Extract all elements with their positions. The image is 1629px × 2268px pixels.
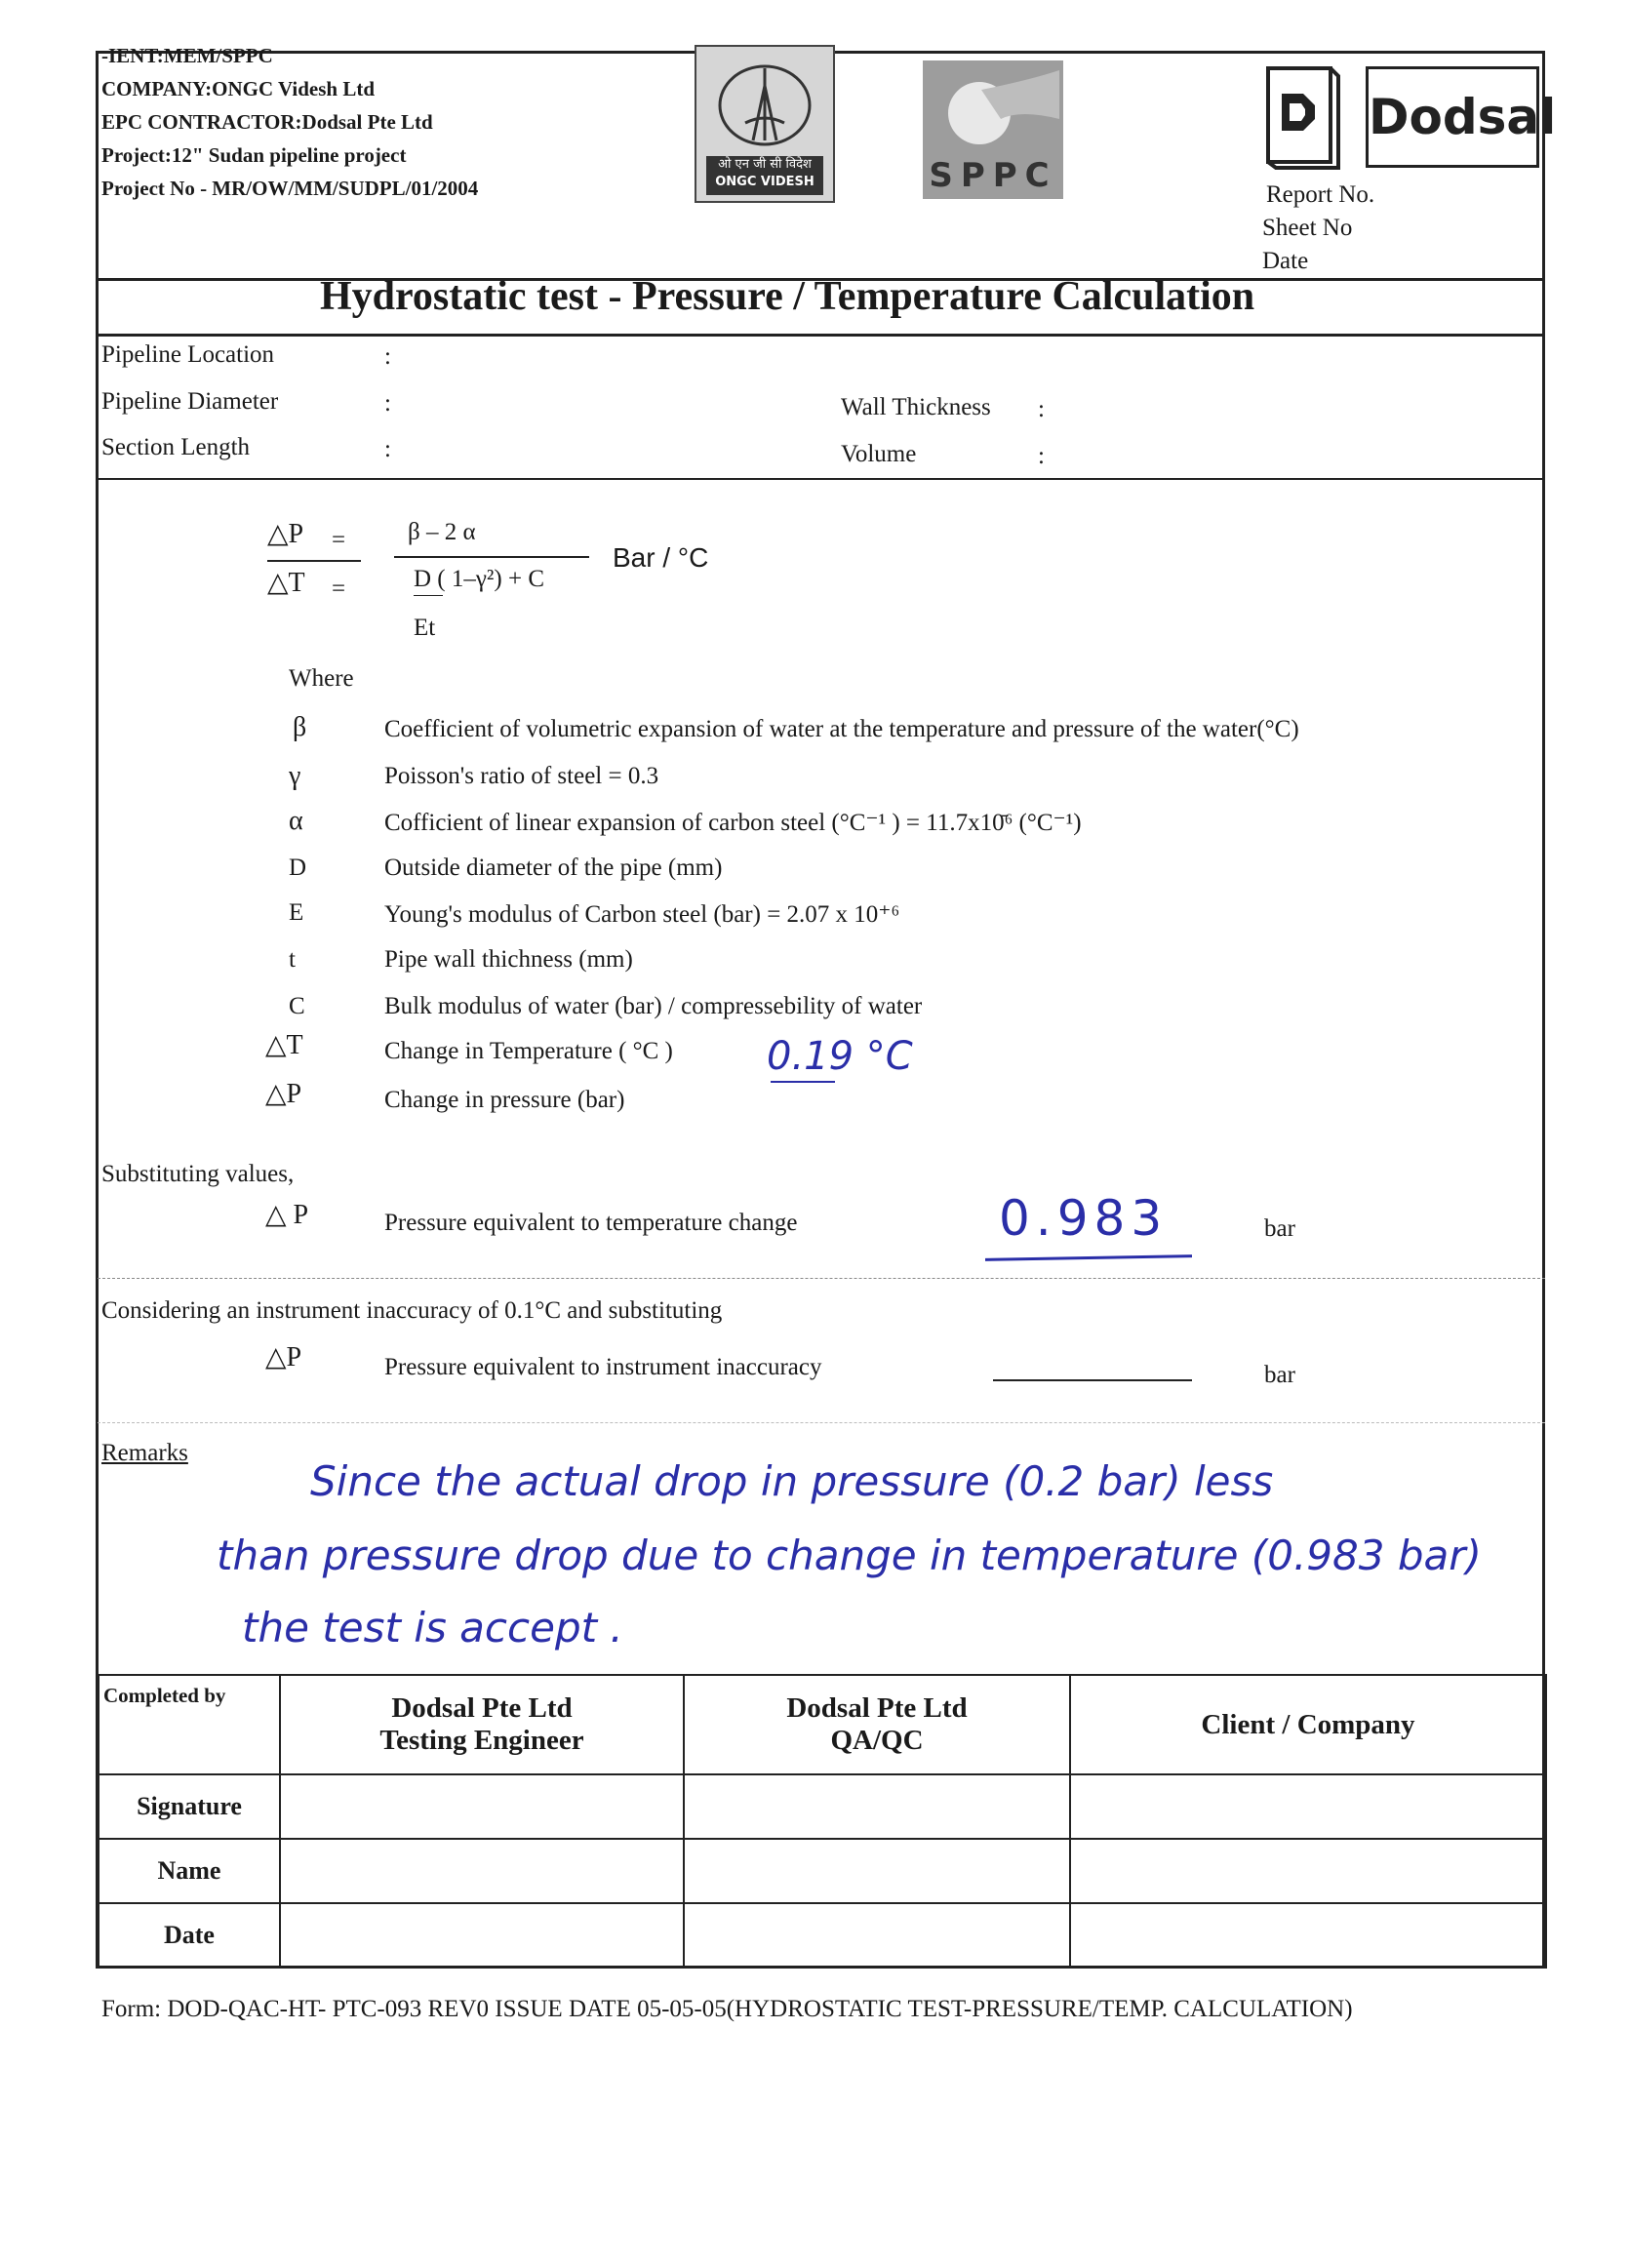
company-line: COMPANY:ONGC Videsh Ltd [101,77,376,100]
ongc-label-box [706,156,823,195]
form-footer: Form: DOD-QAC-HT- PTC-093 REV0 ISSUE DATE 05-05-05(HYDROSTATIC TEST-PRESSURE/TEMP. CALCULATION) [101,1996,1353,2022]
date-cell-3 [1070,1903,1546,1968]
signature-cell-1 [280,1774,684,1839]
def-text-gamma: Poisson's ratio of steel = 0.3 [384,763,659,789]
substituting-label: Substituting values, [101,1161,295,1187]
sheet-no-label: Sheet No [1262,215,1353,241]
ongc-emblem-icon [696,47,833,154]
signoff-col2-line2: QA/QC [830,1725,924,1756]
remarks-label: Remarks [101,1440,188,1466]
formula-delta-t: △T [267,568,305,598]
name-cell-2 [684,1839,1070,1903]
formula-left-fraction-bar [267,560,361,562]
handwritten-delta-t-value: 0.19 °C [767,1034,913,1079]
formula-denominator: D ( 1–γ²) + C [414,566,545,592]
instrument-label: Considering an instrument inaccuracy of 0.1°C and substituting [101,1297,723,1324]
def-text-c: Bulk modulus of water (bar) / compressebility of water [384,993,923,1019]
instrument-divider [98,1422,1545,1423]
signoff-col-testing-engineer [280,1675,684,1774]
signoff-col-client: Client / Company [1070,1675,1546,1774]
signature-cell-3 [1070,1774,1546,1839]
signoff-table [98,1674,1547,1969]
pipeline-location-colon: : [384,343,391,370]
name-cell-3 [1070,1839,1546,1903]
instrument-text: Pressure equivalent to instrument inaccuracy [384,1354,822,1380]
date-row-label: Date [99,1903,280,1968]
formula-main-fraction-bar [394,556,589,558]
formula-numerator: β – 2 α [408,519,476,545]
def-text-delta-p: Change in pressure (bar) [384,1087,625,1113]
wall-thickness-label: Wall Thickness [841,394,991,420]
def-symbol-gamma: γ [289,761,301,791]
project-line: Project:12" Sudan pipeline project [101,143,407,167]
name-label: Name [99,1839,280,1903]
substituting-text: Pressure equivalent to temperature change [384,1210,798,1236]
instrument-unit: bar [1264,1362,1295,1388]
def-symbol-delta-p: △P [265,1079,302,1109]
signoff-col1-line2: Testing Engineer [379,1725,584,1756]
def-symbol-delta-t: △T [265,1030,303,1060]
sppc-text: SPPC [929,156,1057,195]
formula-delta-p: △P [267,519,304,549]
dodsal-text: Dodsal [1369,89,1557,145]
title-bottom-line [98,334,1545,337]
def-text-d: Outside diameter of the pipe (mm) [384,855,723,881]
substituting-unit: bar [1264,1215,1295,1242]
def-symbol-alpha: α [289,806,303,836]
where-label: Where [289,665,354,692]
pipeline-diameter-colon: : [384,390,391,417]
epc-line: EPC CONTRACTOR:Dodsal Pte Ltd [101,110,433,134]
handwritten-delta-t-underline [771,1081,835,1083]
formula-unit: Bar / °C [613,542,709,573]
date-label: Date [1262,248,1309,274]
signature-label: Signature [99,1774,280,1839]
formula-equals-1: = [332,527,346,553]
date-cell-1 [280,1903,684,1968]
signoff-col1-line1: Dodsal Pte Ltd [391,1692,573,1724]
def-text-e: Young's modulus of Carbon steel (bar) = 2.07 x 10⁺⁶ [384,901,900,928]
dodsal-d-icon [1264,64,1342,172]
signoff-col-qaqc [684,1675,1070,1774]
def-symbol-t: t [289,946,296,973]
def-text-delta-t: Change in Temperature ( °C ) [384,1038,673,1064]
def-symbol-d: D [289,855,307,881]
signoff-col2-line1: Dodsal Pte Ltd [786,1692,968,1724]
signoff-row-date [99,1903,1546,1968]
remarks-line-2: than pressure drop due to change in temperature (0.983 bar) [217,1532,1482,1579]
section-length-label: Section Length [101,434,251,460]
formula-equals-2: = [332,576,346,602]
remarks-line-3: the test is accept . [242,1604,623,1651]
ongc-logo [695,45,835,203]
section-length-colon: : [384,436,391,462]
project-no-line: Project No - MR/OW/MM/SUDPL/01/2004 [101,177,479,200]
instrument-value-blank [993,1379,1192,1381]
def-text-t: Pipe wall thichness (mm) [384,946,633,973]
pipeline-diameter-label: Pipeline Diameter [101,388,279,415]
info-bottom-line [98,478,1545,480]
client-line: -IENT:MEM/SPPC [101,44,273,67]
name-cell-1 [280,1839,684,1903]
def-text-beta: Coefficient of volumetric expansion of water at the temperature and pressure of the water(°C) [384,716,1299,742]
sppc-emblem-icon [923,60,1063,158]
def-symbol-beta: β [293,712,307,742]
substituting-divider [98,1278,1545,1279]
volume-label: Volume [841,441,917,467]
completed-by-label: Completed by [99,1675,280,1774]
formula-et: Et [414,615,436,641]
date-cell-2 [684,1903,1070,1968]
instrument-symbol: △P [265,1342,302,1373]
pipeline-location-label: Pipeline Location [101,341,275,368]
ongc-text: ONGC VIDESH [715,175,814,189]
signoff-row-signature [99,1774,1546,1839]
signature-cell-2 [684,1774,1070,1839]
page-title: Hydrostatic test - Pressure / Temperature Calculation [320,274,1255,319]
volume-colon: : [1038,443,1045,469]
dodsal-logo [1366,66,1557,168]
def-symbol-e: E [289,899,304,926]
def-symbol-c: C [289,993,305,1019]
substituting-symbol: △ P [265,1200,309,1230]
ongc-hindi-text: ओ एन जी सी विदेश [718,157,812,172]
signoff-row-name [99,1839,1546,1903]
formula-d-bar [414,595,443,596]
substituting-value: 0.983 [999,1190,1169,1247]
def-text-alpha: Cofficient of linear expansion of carbon steel (°C⁻¹ ) = 11.7x10̄⁶ (°C⁻¹) [384,810,1082,836]
remarks-line-1: Since the actual drop in pressure (0.2 bar) less [310,1457,1274,1505]
signoff-header-row [99,1675,1546,1774]
report-no-label: Report No. [1266,181,1375,208]
wall-thickness-colon: : [1038,396,1045,422]
sppc-logo [923,60,1063,199]
